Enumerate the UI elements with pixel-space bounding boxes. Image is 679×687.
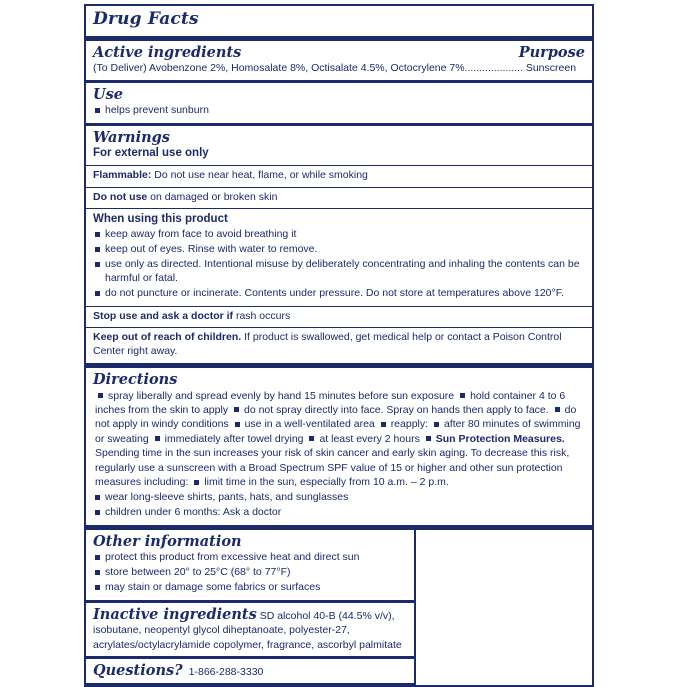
do-not-use-text: on damaged or broken skin	[147, 190, 278, 203]
bullet-square-icon	[555, 407, 560, 412]
active-ingredients-heading: Active ingredients	[93, 43, 242, 61]
directions-item-text: do not spray directly into face. Spray on hands then apply to face.	[244, 404, 549, 416]
directions-tail-text: wear long-sleeve shirts, pants, hats, and sunglasses	[105, 490, 349, 503]
directions-item-text: reapply:	[390, 418, 429, 431]
warnings-section	[86, 126, 592, 165]
bullet-square-icon	[234, 407, 239, 412]
list-item	[93, 104, 585, 118]
directions-section	[86, 368, 592, 525]
other-information-heading: Other information	[93, 532, 242, 550]
purpose-heading: Purpose	[518, 43, 585, 61]
bullet-square-icon	[460, 393, 465, 398]
bullet-square-icon	[95, 247, 100, 252]
inactive-ingredients-heading: Inactive ingredients	[93, 606, 257, 624]
inactive-ingredients-section	[86, 600, 416, 656]
stop-use-label: Stop use and ask a doctor if	[93, 309, 234, 322]
flammable-label: Flammable:	[93, 168, 152, 181]
bullet-square-icon	[235, 422, 240, 427]
bullet-square-icon	[95, 108, 100, 113]
bullet-square-icon	[95, 291, 100, 296]
directions-item-text: immediately after towel drying	[164, 432, 304, 445]
bullet-square-icon	[309, 436, 314, 441]
bullet-square-icon	[95, 555, 100, 560]
other-information-section	[86, 530, 416, 600]
list-item	[93, 258, 585, 286]
bullet-square-icon	[155, 436, 160, 441]
use-section	[86, 83, 592, 123]
bullet-square-icon	[98, 393, 103, 398]
when-using-section	[86, 209, 592, 305]
bullet-square-icon	[381, 422, 386, 427]
stop-use-text: rash occurs	[233, 309, 291, 322]
bullet-square-icon	[194, 480, 199, 485]
directions-item-text: do not apply in windy conditions	[95, 404, 577, 431]
list-item	[93, 287, 585, 301]
list-item	[93, 506, 585, 520]
bullet-square-icon	[95, 495, 100, 500]
bullet-square-icon	[95, 262, 100, 267]
do-not-use-label: Do not use	[93, 190, 148, 203]
when-using-item-text: keep out of eyes. Rinse with water to remove.	[105, 242, 318, 255]
directions-item-text: after 80 minutes of swimming or sweating	[95, 418, 581, 445]
questions-heading: Questions?	[93, 661, 183, 679]
page-title: Drug Facts	[93, 9, 199, 29]
when-using-item-text: keep away from face to avoid breathing it	[105, 227, 297, 240]
drug-facts-panel	[84, 4, 594, 687]
bullet-square-icon	[95, 570, 100, 575]
directions-flow-text	[93, 389, 585, 490]
questions-section	[86, 656, 416, 685]
sun-protection-text: Spending time in the sun increases your risk of skin cancer and early skin aging. To decrease this risk, regularly use a sunscreen with a Broad Spectrum SPF value of 15 or higher and other sun protection measures including:	[95, 447, 570, 489]
bullet-square-icon	[95, 232, 100, 237]
bullet-square-icon	[434, 422, 439, 427]
directions-heading: Directions	[93, 371, 178, 389]
directions-item-text: spray liberally and spread evenly by hand 15 minutes before sun exposure	[108, 389, 455, 402]
directions-item-text: at least every 2 hours	[319, 432, 420, 445]
sun-protection-sub-text: limit time in the sun, especially from 10 a.m. – 2 p.m.	[204, 476, 449, 489]
other-info-item-text: store between 20° to 25°C (68° to 77°F)	[105, 566, 291, 579]
directions-tail-text: children under 6 months: Ask a doctor	[105, 505, 282, 518]
list-item	[93, 228, 585, 242]
external-use-heading: For external use only	[93, 147, 209, 160]
other-info-item-text: protect this product from excessive heat and direct sun	[105, 551, 360, 564]
inactive-ingredients-text: SD alcohol 40-B (44.5% v/v), isobutane, neopentyl glycol diheptanoate, polyester-27, acrylates/octylacrylamide copolymer, fragrance, ascorbyl palmitate	[93, 610, 402, 651]
bullet-square-icon	[426, 436, 431, 441]
use-item-text: helps prevent sunburn	[105, 103, 209, 116]
keep-out-label: Keep out of reach of children.	[93, 331, 242, 344]
directions-item-text: use in a well-ventilated area	[244, 418, 375, 431]
keep-out-text: If product is swallowed, get medical help or contact a Poison Control Center right away.	[93, 331, 562, 358]
warnings-heading: Warnings	[93, 128, 170, 146]
active-ingredients-section	[86, 41, 592, 80]
when-using-item-text: do not puncture or incinerate. Contents under pressure. Do not store at temperatures above 120°F.	[105, 286, 564, 299]
use-heading: Use	[93, 85, 124, 103]
flammable-text: Do not use near heat, flame, or while smoking	[151, 168, 368, 181]
flammable-section	[86, 166, 592, 187]
bullet-square-icon	[95, 585, 100, 590]
questions-phone: 1-866-288-3330	[188, 665, 264, 678]
keep-out-of-reach-section	[86, 328, 592, 363]
list-item	[93, 243, 585, 257]
list-item	[93, 566, 407, 580]
bullet-square-icon	[95, 510, 100, 515]
when-using-heading: When using this product	[93, 213, 228, 226]
do-not-use-section	[86, 188, 592, 209]
list-item	[93, 581, 407, 595]
list-item	[93, 491, 585, 505]
when-using-item-text: use only as directed. Intentional misuse by deliberately concentrating and inhaling the contents can be harmful or fatal.	[105, 257, 580, 284]
list-item	[93, 551, 407, 565]
stop-use-section	[86, 307, 592, 328]
active-ingredients-line: (To Deliver) Avobenzone 2%, Homosalate 8%, Octisalate 4.5%, Octocrylene 7%.................... Sunscreen	[93, 61, 577, 74]
directions-item-text: hold container 4 to 6 inches from the skin to apply	[95, 389, 566, 416]
drug-facts-title-section	[86, 6, 592, 36]
sun-protection-label: Sun Protection Measures.	[435, 432, 565, 445]
other-info-item-text: may stain or damage some fabrics or surfaces	[105, 581, 321, 594]
